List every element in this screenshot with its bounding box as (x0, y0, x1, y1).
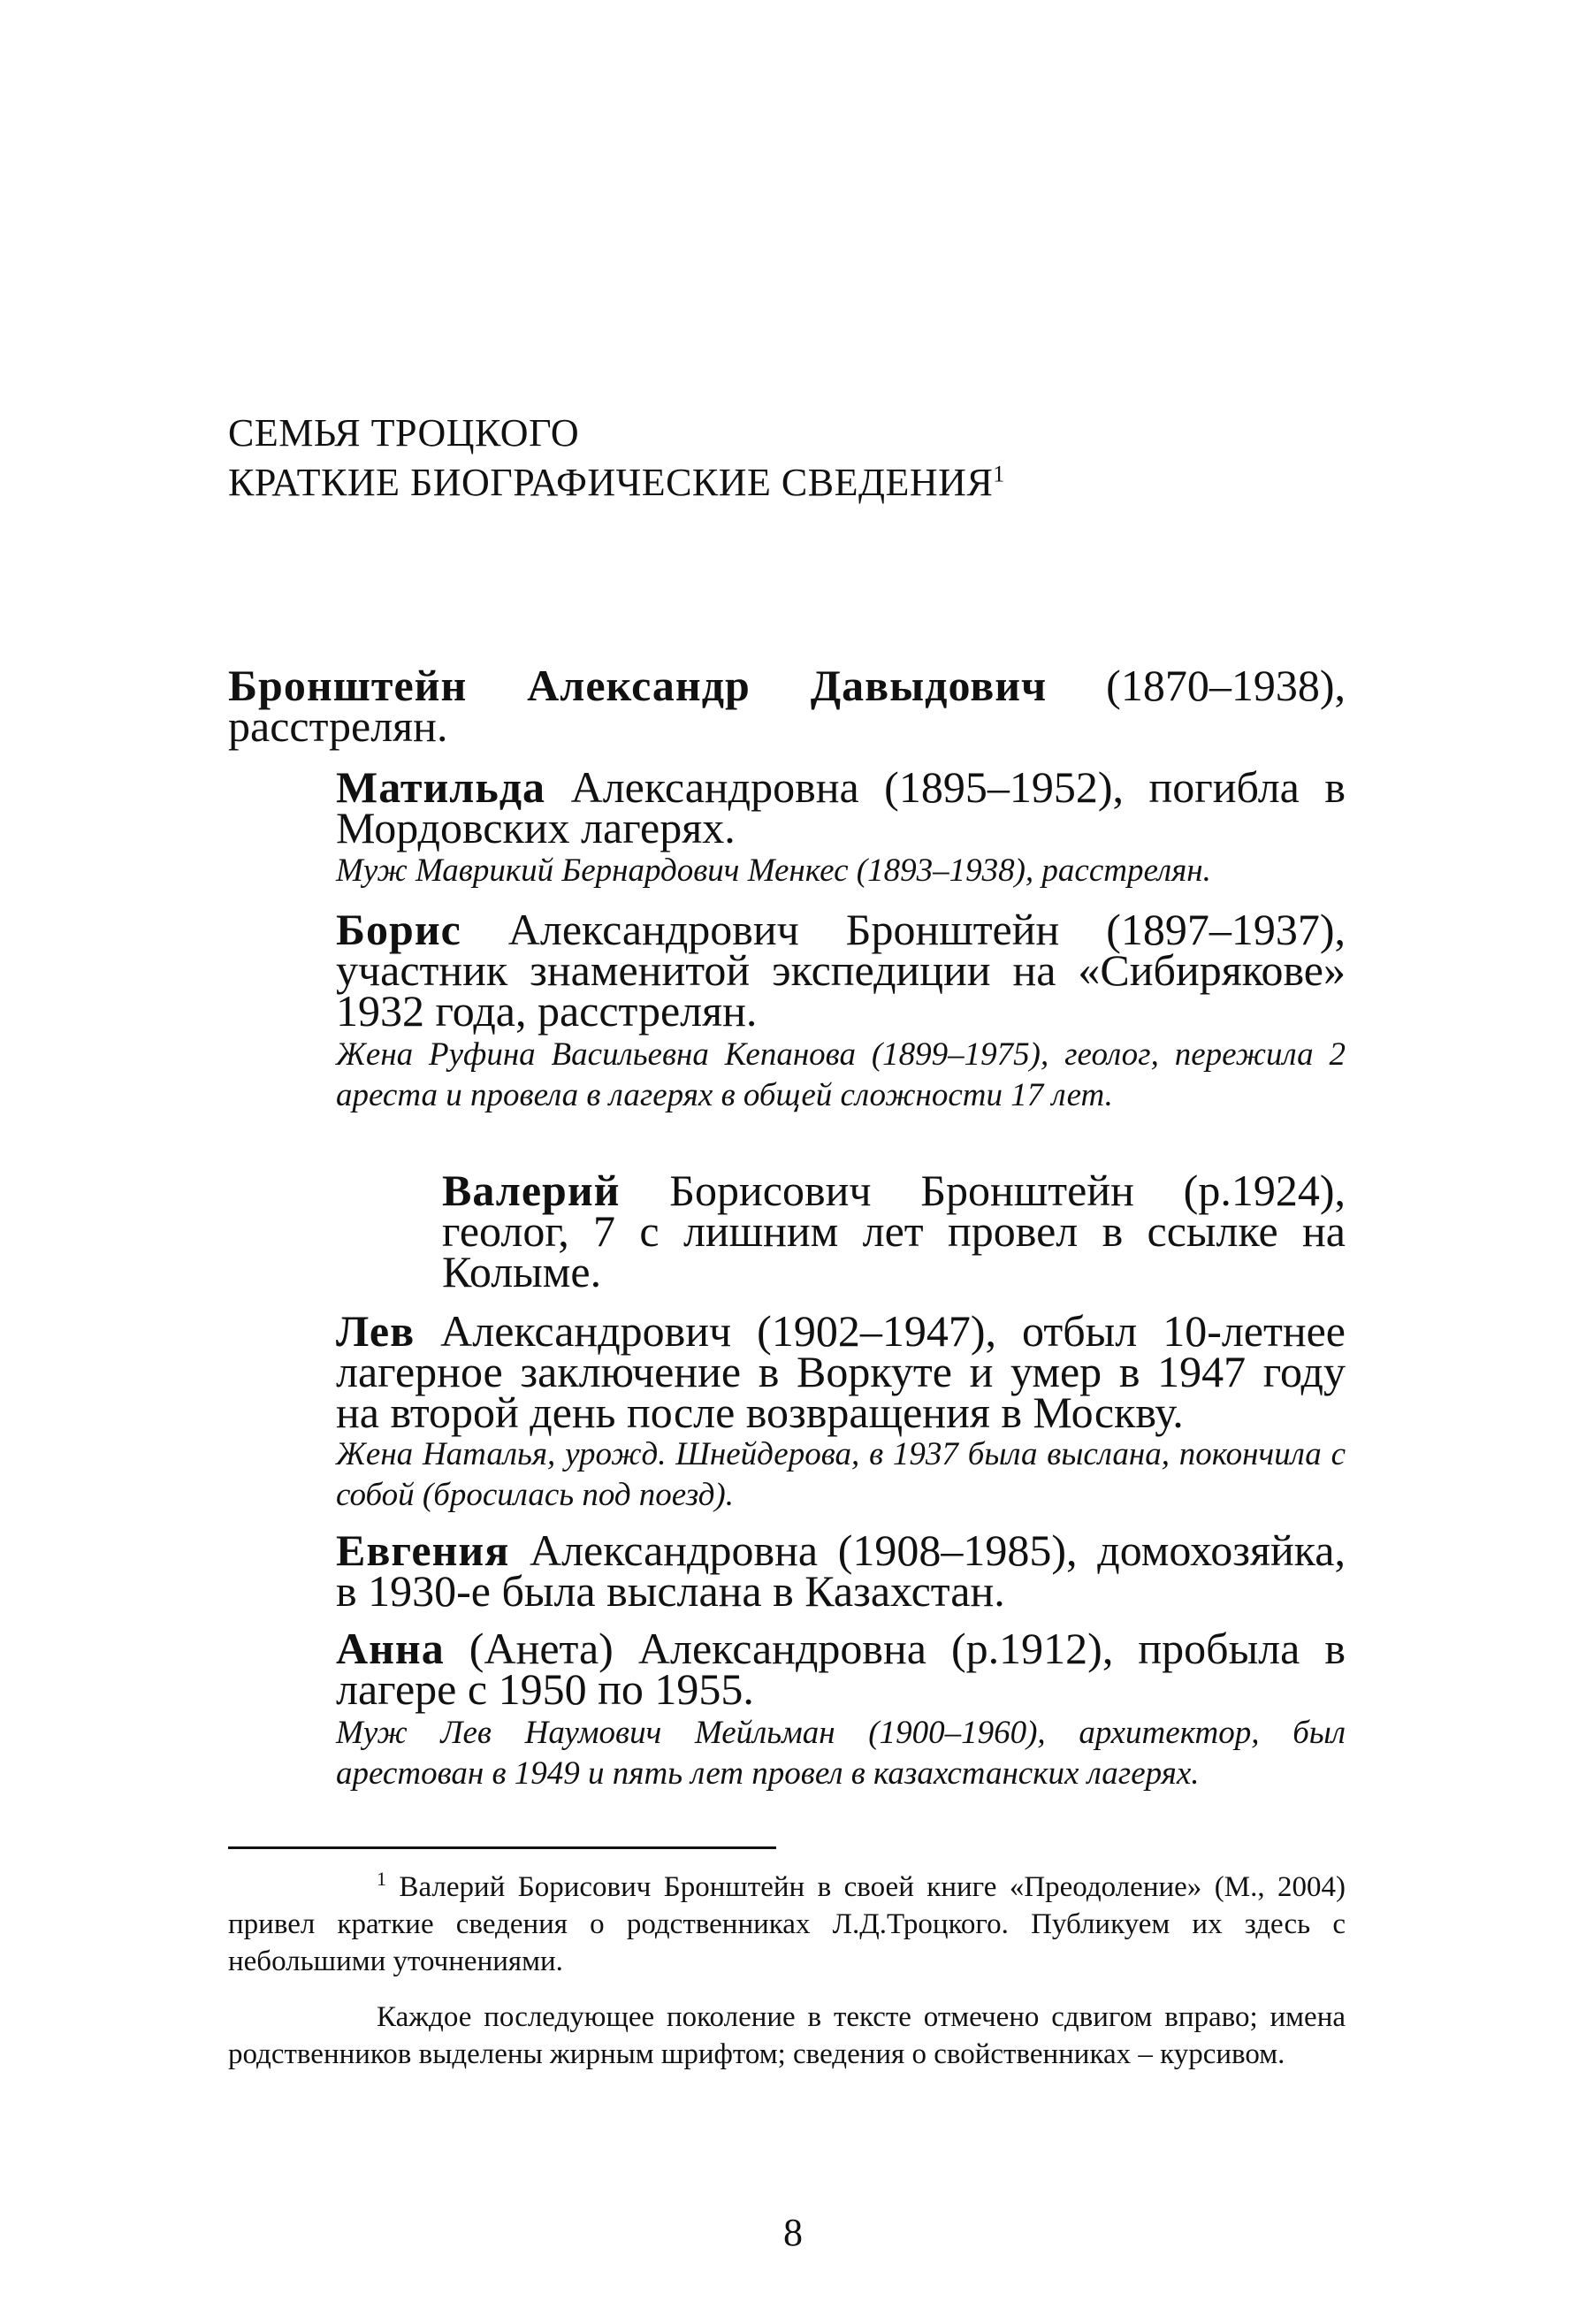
relative-name: Валерий (442, 1166, 621, 1215)
section-heading (228, 409, 1005, 508)
relative-name: Евгения (336, 1525, 510, 1575)
heading-line-2 (228, 458, 1005, 508)
footnote-1 (228, 1869, 1346, 1980)
relative-name: Анна (336, 1624, 445, 1673)
entry-valery (442, 1166, 1346, 1296)
entry-text: Александрович (1902–1947), отбыл 10-летнее лагерное заключение в Воркуте и умер в 1947 году на второй день после возвращения в Москву. (336, 1306, 1346, 1437)
entry-text: Александрович Бронштейн (1897–1937), участник знаменитой экспедиции на «Сибирякове» 1932 года, расстрелян. (336, 905, 1346, 1036)
entry-boris (336, 905, 1346, 1036)
spouse-note-matilda: Муж Маврикий Бернардович Менкес (1893–1938), расстрелян. (336, 852, 1211, 889)
spouse-note-boris: Жена Руфина Васильевна Кепанова (1899–1975), геолог, пережила 2 ареста и провела в лагерях в общей сложности 17 лет. (336, 1036, 1346, 1113)
entry-text: (1870–1938), расстрелян. (228, 661, 1346, 751)
entry-text: Александровна (1908–1985), домохозяйка, в 1930-е была выслана в Казахстан. (336, 1525, 1346, 1616)
entry-text: Борисович Бронштейн (р.1924), геолог, 7 с лишним лет провел в ссылке на Колыме. (442, 1166, 1346, 1296)
entry-evgenia (336, 1525, 1346, 1616)
footnote-mark: 1 (377, 1868, 386, 1890)
entry-anna (336, 1624, 1346, 1714)
relative-name: Бронштейн Александр Давыдович (228, 661, 1048, 710)
heading-line-1: СЕМЬЯ ТРОЦКОГО (228, 411, 580, 455)
entry-text: Александровна (1895–1952), погибла в Мордовских лагерях. (336, 762, 1346, 852)
heading-line-2-text: КРАТКИЕ БИОГРАФИЧЕСКИЕ СВЕДЕНИЯ (228, 461, 994, 504)
footnote-separator (228, 1846, 776, 1849)
relative-name: Матильда (336, 762, 546, 812)
entry-alexander (228, 661, 1346, 751)
entry-lev (336, 1306, 1346, 1437)
relative-name: Лев (336, 1306, 416, 1356)
relative-name: Борис (336, 905, 461, 954)
entry-matilda (336, 762, 1346, 852)
footnote-1-text: Валерий Борисович Бронштейн в своей книге «Преодоление» (М., 2004) привел краткие сведения о родственниках Л.Д.Троцкого. Публикуем их здесь с небольшими уточнениями. (228, 1871, 1346, 1977)
spouse-note-lev: Жена Наталья, урожд. Шнейдерова, в 1937 была выслана, покончила с собой (бросилась под поезд). (336, 1436, 1346, 1513)
footnote-reference: 1 (993, 461, 1005, 487)
entry-text: (Анета) Александровна (р.1912), пробыла в лагере с 1950 по 1955. (336, 1624, 1346, 1714)
page-number: 8 (783, 2211, 803, 2254)
spouse-note-anna: Муж Лев Наумович Мейльман (1900–1960), архитектор, был арестован в 1949 и пять лет провел в казахстанских лагерях. (336, 1715, 1346, 1792)
footnote-2: Каждое последующее поколение в тексте отмечено сдвигом вправо; имена родственников выделены жирным шрифтом; сведения о свойственниках – курсивом. (228, 2001, 1346, 2070)
